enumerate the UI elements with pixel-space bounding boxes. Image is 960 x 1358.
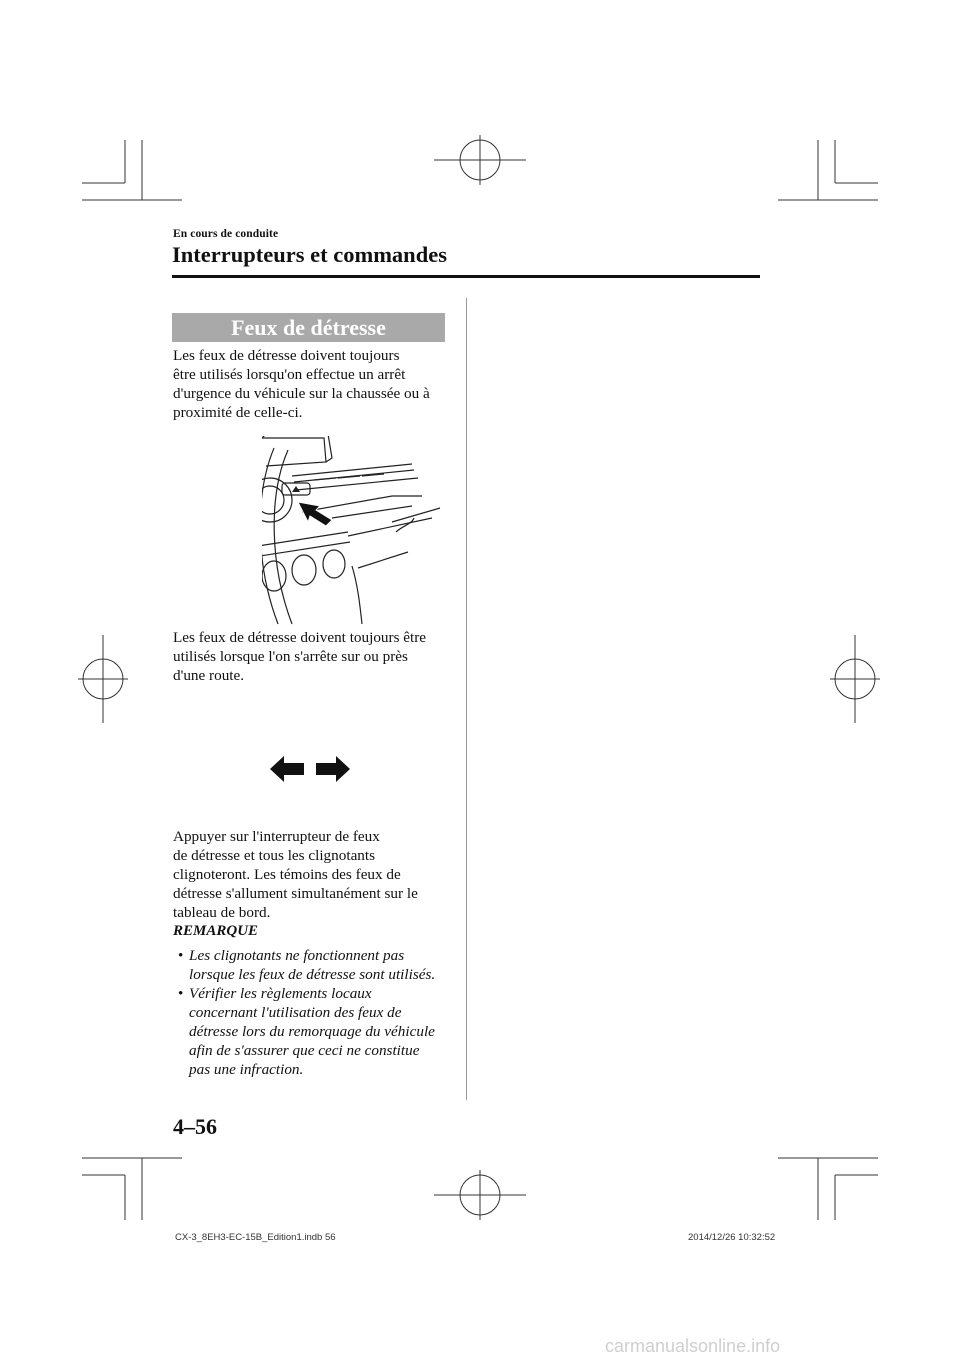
bullet: • — [178, 985, 184, 1002]
bullet: • — [178, 947, 184, 964]
chapter-title: Interrupteurs et commandes — [172, 242, 447, 267]
header-rule — [172, 275, 760, 278]
column-divider — [466, 298, 467, 1100]
section-kicker: En cours de conduite — [173, 228, 279, 240]
operation-paragraph: Appuyer sur l'interrupteur de feux de détresse et tous les clignotants clignoteront. Les témoins des feux de détresse s'allument simultanément sur le tableau de bord. — [173, 828, 418, 921]
turn-signal-arrows-icon — [270, 754, 350, 784]
print-timestamp: 2014/12/26 10:32:52 — [688, 1232, 776, 1243]
intro-paragraph: Les feux de détresse doivent toujours être utilisés lorsqu'on effectue un arrêt d'urgence du véhicule sur la chaussée ou à proximité de celle-ci. — [173, 347, 430, 421]
section-heading: Feux de détresse — [172, 313, 445, 342]
note-title: REMARQUE — [173, 923, 259, 939]
note-item-text: Les clignotants ne fonctionnent pas lorsque les feux de détresse sont utilisés. — [189, 947, 436, 983]
page-number: 4–56 — [173, 1114, 217, 1139]
print-file-name: CX-3_8EH3-EC-15B_Edition1.indb 56 — [175, 1232, 336, 1243]
watermark: carmanualsonline.info — [605, 1336, 781, 1356]
roadside-paragraph: Les feux de détresse doivent toujours être utilisés lorsque l'on s'arrête sur ou près d'une route. — [173, 629, 427, 684]
hazard-switch-illustration — [262, 436, 442, 626]
note-item-text: Vérifier les règlements locaux concernant l'utilisation des feux de détresse lors du remorquage du véhicule afin de s'assurer que ceci ne constitue pas une infraction. — [189, 985, 435, 1078]
